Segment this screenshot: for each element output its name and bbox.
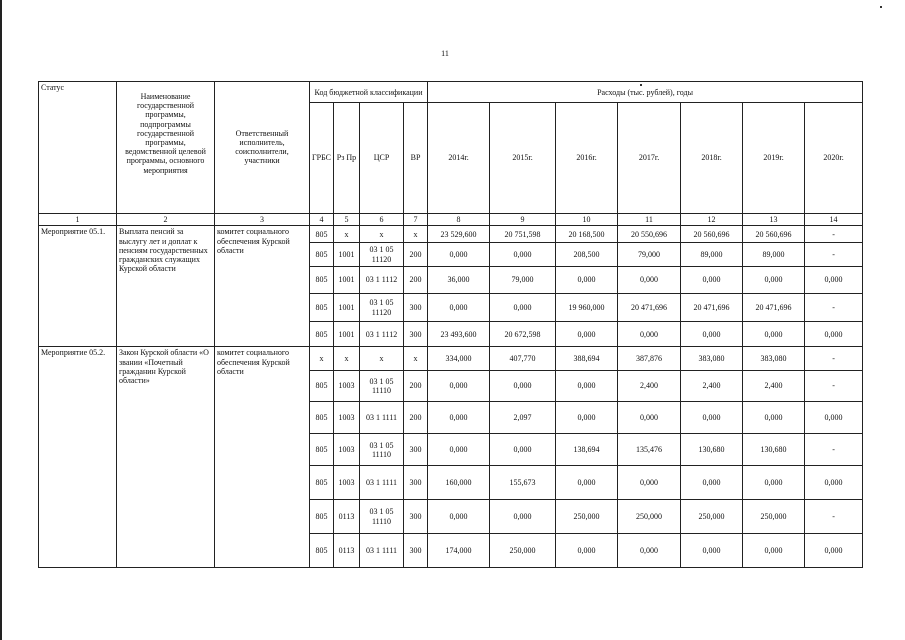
cell-csr: 03 1 1111 xyxy=(360,533,404,567)
cell-expense: 334,000 xyxy=(428,347,490,370)
cell-expense: 0,000 xyxy=(428,294,490,322)
header-responsible: Ответственный исполнитель, соисполнители, участники xyxy=(215,82,310,214)
cell-expense: 0,000 xyxy=(618,533,681,567)
cell-csr: 03 1 1112 xyxy=(360,321,404,346)
row-status: Мероприятие 05.2. xyxy=(39,347,117,568)
header-csr: ЦСР xyxy=(360,103,404,213)
cell-rzpr: 1001 xyxy=(334,294,360,322)
cell-expense: 2,400 xyxy=(743,370,805,402)
cell-expense: 250,000 xyxy=(618,500,681,534)
cell-expense: 160,000 xyxy=(428,466,490,500)
cell-vr: 300 xyxy=(404,500,428,534)
cell-grbs: 805 xyxy=(310,294,334,322)
column-number: 12 xyxy=(681,213,743,226)
cell-rzpr: 0113 xyxy=(334,500,360,534)
cell-expense: 79,000 xyxy=(618,243,681,266)
cell-rzpr: 1003 xyxy=(334,402,360,434)
column-number: 6 xyxy=(360,213,404,226)
cell-expense: 250,000 xyxy=(490,533,556,567)
column-number: 3 xyxy=(215,213,310,226)
cell-grbs: 805 xyxy=(310,321,334,346)
cell-csr: 03 1 05 11110 xyxy=(360,500,404,534)
column-number: 1 xyxy=(39,213,117,226)
cell-expense: 0,000 xyxy=(805,466,863,500)
cell-expense: 0,000 xyxy=(428,500,490,534)
cell-expense: 89,000 xyxy=(743,243,805,266)
column-number-row xyxy=(39,213,863,226)
cell-expense: 0,000 xyxy=(743,266,805,294)
scan-left-edge xyxy=(0,0,2,640)
cell-vr: х xyxy=(404,226,428,243)
cell-expense: 0,000 xyxy=(618,466,681,500)
cell-expense: 2,097 xyxy=(490,402,556,434)
row-responsible: комитет социального обеспечения Курской области xyxy=(215,226,310,347)
cell-expense: - xyxy=(805,434,863,466)
cell-expense: 0,000 xyxy=(805,402,863,434)
cell-rzpr: 1003 xyxy=(334,434,360,466)
cell-expense: 0,000 xyxy=(681,466,743,500)
column-number: 2 xyxy=(117,213,215,226)
cell-expense: 20 560,696 xyxy=(681,226,743,243)
cell-expense: 0,000 xyxy=(743,466,805,500)
cell-vr: 300 xyxy=(404,466,428,500)
cell-expense: 20 471,696 xyxy=(681,294,743,322)
cell-expense: 0,000 xyxy=(428,402,490,434)
cell-expense: 0,000 xyxy=(743,533,805,567)
cell-expense: 0,000 xyxy=(805,321,863,346)
header-expenses: Расходы (тыс. рублей), годы xyxy=(428,82,863,103)
cell-expense: 20 168,500 xyxy=(556,226,618,243)
cell-expense: 155,673 xyxy=(490,466,556,500)
budget-table xyxy=(38,81,863,568)
cell-expense: 250,000 xyxy=(681,500,743,534)
cell-expense: 20 672,598 xyxy=(490,321,556,346)
cell-grbs: 805 xyxy=(310,533,334,567)
cell-expense: 0,000 xyxy=(618,266,681,294)
cell-expense: 0,000 xyxy=(681,321,743,346)
column-number: 11 xyxy=(618,213,681,226)
cell-grbs: 805 xyxy=(310,466,334,500)
cell-expense: 20 751,598 xyxy=(490,226,556,243)
column-number: 14 xyxy=(805,213,863,226)
row-status: Мероприятие 05.1. xyxy=(39,226,117,347)
cell-expense: 0,000 xyxy=(428,434,490,466)
cell-expense: 383,080 xyxy=(743,347,805,370)
cell-vr: 300 xyxy=(404,321,428,346)
header-year-2017: 2017г. xyxy=(618,103,681,213)
cell-grbs: 805 xyxy=(310,402,334,434)
cell-expense: 208,500 xyxy=(556,243,618,266)
header-year-2014: 2014г. xyxy=(428,103,490,213)
cell-expense: 130,680 xyxy=(743,434,805,466)
cell-expense: 23 529,600 xyxy=(428,226,490,243)
cell-expense: 174,000 xyxy=(428,533,490,567)
cell-expense: 36,000 xyxy=(428,266,490,294)
cell-expense: 89,000 xyxy=(681,243,743,266)
cell-expense: 138,694 xyxy=(556,434,618,466)
cell-rzpr: 1003 xyxy=(334,466,360,500)
cell-expense: 0,000 xyxy=(490,434,556,466)
column-number: 9 xyxy=(490,213,556,226)
cell-expense: 2,400 xyxy=(618,370,681,402)
cell-csr: 03 1 1111 xyxy=(360,402,404,434)
header-name: Наименование государственной программы, подпрограммы государственной программы, ведомственной целевой программы, основного мероприятия xyxy=(117,82,215,214)
header-year-2015: 2015г. xyxy=(490,103,556,213)
cell-expense: 0,000 xyxy=(618,402,681,434)
cell-rzpr: х xyxy=(334,226,360,243)
cell-expense: 0,000 xyxy=(556,370,618,402)
cell-expense: 20 471,696 xyxy=(618,294,681,322)
cell-expense: - xyxy=(805,226,863,243)
cell-expense: - xyxy=(805,500,863,534)
cell-csr: 03 1 05 11110 xyxy=(360,434,404,466)
cell-rzpr: 1003 xyxy=(334,370,360,402)
cell-expense: 0,000 xyxy=(556,402,618,434)
cell-vr: 200 xyxy=(404,402,428,434)
cell-expense: 387,876 xyxy=(618,347,681,370)
cell-csr: х xyxy=(360,226,404,243)
cell-expense: 0,000 xyxy=(681,266,743,294)
cell-expense: 130,680 xyxy=(681,434,743,466)
page-number: 11 xyxy=(441,49,449,58)
header-year-2018: 2018г. xyxy=(681,103,743,213)
column-number: 4 xyxy=(310,213,334,226)
cell-vr: 200 xyxy=(404,243,428,266)
cell-expense: 20 550,696 xyxy=(618,226,681,243)
cell-expense: 407,770 xyxy=(490,347,556,370)
cell-vr: 300 xyxy=(404,533,428,567)
cell-expense: 0,000 xyxy=(618,321,681,346)
cell-expense: 0,000 xyxy=(681,402,743,434)
cell-vr: 300 xyxy=(404,294,428,322)
cell-expense: 0,000 xyxy=(805,266,863,294)
cell-expense: 0,000 xyxy=(428,243,490,266)
table-row xyxy=(39,226,863,243)
cell-vr: 300 xyxy=(404,434,428,466)
cell-rzpr: х xyxy=(334,347,360,370)
cell-expense: 23 493,600 xyxy=(428,321,490,346)
cell-expense: 19 960,000 xyxy=(556,294,618,322)
header-vr: ВР xyxy=(404,103,428,213)
row-responsible: комитет социального обеспечения Курской области xyxy=(215,347,310,568)
cell-rzpr: 1001 xyxy=(334,243,360,266)
cell-expense: - xyxy=(805,370,863,402)
cell-grbs: 805 xyxy=(310,434,334,466)
cell-expense: 0,000 xyxy=(743,321,805,346)
header-year-2020: 2020г. xyxy=(805,103,863,213)
cell-grbs: 805 xyxy=(310,266,334,294)
cell-expense: 0,000 xyxy=(556,321,618,346)
cell-csr: 03 1 05 11110 xyxy=(360,370,404,402)
header-year-2019: 2019г. xyxy=(743,103,805,213)
cell-expense: 0,000 xyxy=(490,500,556,534)
cell-rzpr: 0113 xyxy=(334,533,360,567)
cell-expense: 383,080 xyxy=(681,347,743,370)
scan-speck xyxy=(880,6,882,8)
row-name: Выплата пенсий за выслугу лет и доплат к пенсиям государственных гражданских служащих Курской области xyxy=(117,226,215,347)
header-year-2016: 2016г. xyxy=(556,103,618,213)
cell-expense: 135,476 xyxy=(618,434,681,466)
cell-expense: 250,000 xyxy=(556,500,618,534)
cell-expense: 2,400 xyxy=(681,370,743,402)
cell-vr: х xyxy=(404,347,428,370)
cell-expense: - xyxy=(805,294,863,322)
column-number: 7 xyxy=(404,213,428,226)
cell-expense: 20 471,696 xyxy=(743,294,805,322)
cell-csr: 03 1 1111 xyxy=(360,466,404,500)
header-grbs: ГРБС xyxy=(310,103,334,213)
cell-expense: 0,000 xyxy=(490,294,556,322)
cell-vr: 200 xyxy=(404,370,428,402)
cell-grbs: 805 xyxy=(310,370,334,402)
cell-csr: 03 1 05 11120 xyxy=(360,294,404,322)
cell-expense: 0,000 xyxy=(490,243,556,266)
cell-expense: 250,000 xyxy=(743,500,805,534)
cell-grbs: 805 xyxy=(310,500,334,534)
header-rzpr: Рз Пр xyxy=(334,103,360,213)
cell-grbs: х xyxy=(310,347,334,370)
cell-expense: - xyxy=(805,347,863,370)
column-number: 10 xyxy=(556,213,618,226)
cell-expense: 79,000 xyxy=(490,266,556,294)
cell-vr: 200 xyxy=(404,266,428,294)
cell-expense: 0,000 xyxy=(743,402,805,434)
column-number: 8 xyxy=(428,213,490,226)
column-number: 13 xyxy=(743,213,805,226)
header-budget-code: Код бюджетной классификации xyxy=(310,82,428,103)
cell-expense: - xyxy=(805,243,863,266)
cell-expense: 0,000 xyxy=(556,466,618,500)
cell-grbs: 805 xyxy=(310,226,334,243)
cell-expense: 0,000 xyxy=(556,266,618,294)
cell-grbs: 805 xyxy=(310,243,334,266)
cell-expense: 0,000 xyxy=(490,370,556,402)
column-number: 5 xyxy=(334,213,360,226)
cell-expense: 20 560,696 xyxy=(743,226,805,243)
cell-rzpr: 1001 xyxy=(334,266,360,294)
cell-rzpr: 1001 xyxy=(334,321,360,346)
header-status: Статус xyxy=(39,82,117,214)
cell-expense: 0,000 xyxy=(805,533,863,567)
cell-expense: 0,000 xyxy=(681,533,743,567)
cell-expense: 388,694 xyxy=(556,347,618,370)
cell-csr: 03 1 05 11120 xyxy=(360,243,404,266)
table-row xyxy=(39,347,863,370)
cell-expense: 0,000 xyxy=(428,370,490,402)
row-name: Закон Курской области «О звании «Почетный гражданин Курской области» xyxy=(117,347,215,568)
cell-csr: х xyxy=(360,347,404,370)
cell-csr: 03 1 1112 xyxy=(360,266,404,294)
cell-expense: 0,000 xyxy=(556,533,618,567)
